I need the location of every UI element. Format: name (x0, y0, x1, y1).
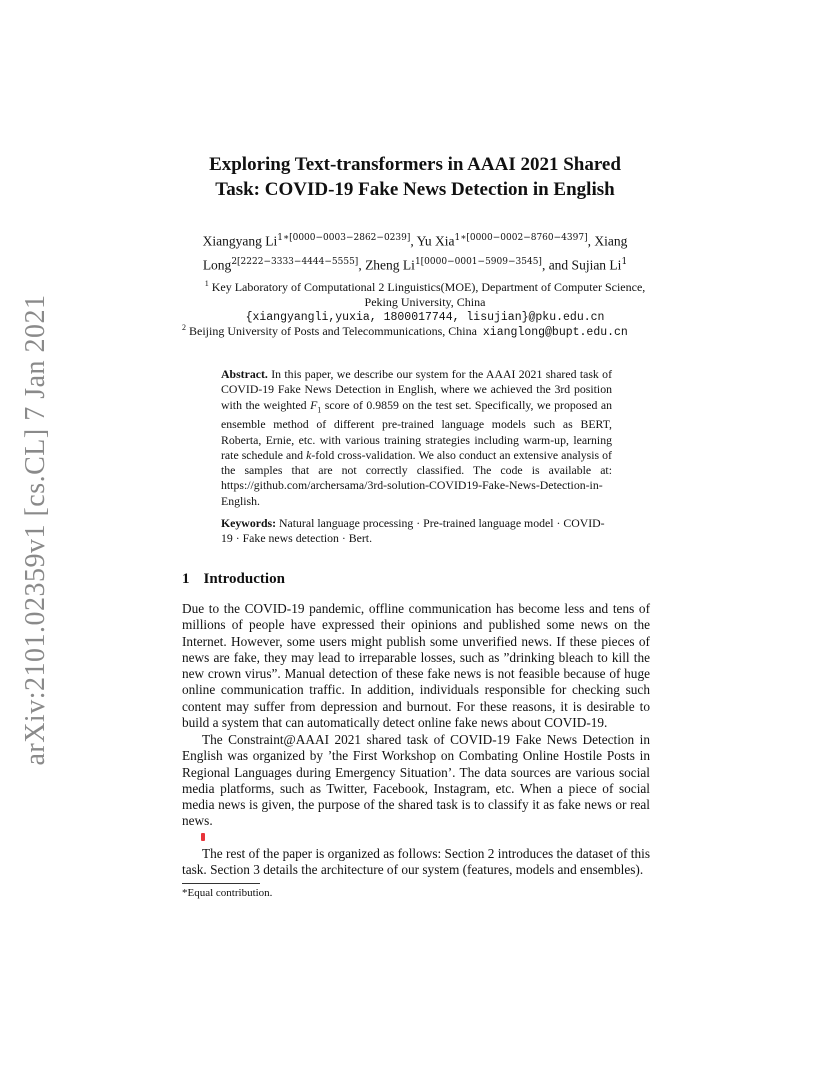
affiliation-1-line-2: Peking University, China (364, 295, 486, 309)
paper-title (150, 152, 680, 202)
affiliation-2-email: xianglong@bupt.edu.cn (482, 326, 628, 339)
title-line-2: Task: COVID-19 Fake News Detection in English (215, 179, 615, 200)
author-4-sup: 1[0000−0001−5909−3545] (414, 256, 542, 267)
author-2-sup: 1∗[0000−0002−8760−4397] (454, 233, 588, 243)
paragraph-2: The Constraint@AAAI 2021 shared task of COVID-19 Fake News Detection in English was organized by ’the First Workshop on Combating Online Hostile Posts in Regional Languages during Emergency Situation’. The data sources are various social media platforms, such as Twitter, Facebook, Instagram, etc. When a piece of social media news is given, the purpose of the shared task is to classify it as fake news or real news. (182, 732, 650, 829)
keywords (221, 516, 612, 547)
author-3-first: Xiang (594, 233, 628, 249)
author-5-sup: 1 (621, 256, 628, 267)
abstract-text-3: -fold cross-validation. We also conduct an extensive analysis of the samples that are not correctly classified. The code is available at: https://github.com/archersama/3rd-solution-COVID19-Fake-News-Detection-in-English. (221, 447, 612, 508)
keywords-text: Natural language processing · Pre-trained language model · COVID-19 · Fake news detection · Bert. (221, 516, 605, 546)
abstract-k: k (306, 447, 312, 462)
affiliation-1-emails: {xiangyangli,yuxia, 1800017744, lisujian}@pku.edu.cn (245, 311, 605, 324)
section-heading (182, 571, 285, 588)
abstract-text-2: score of 0.9859 on the test set. Specifically, we proposed an ensemble method of different pre-trained language models such as BERT, Roberta, Ernie, etc. with various training strategies including warm-up, learning rate schedule and (221, 397, 612, 462)
author-2: Yu Xia (416, 233, 455, 249)
affiliation-1-line-1: Key Laboratory of Computational 2 Linguistics(MOE), Department of Computer Science, (211, 280, 646, 294)
author-4: Zheng Li (365, 257, 415, 272)
keywords-label: Keywords: (221, 516, 277, 530)
affiliation-1 (175, 276, 675, 325)
affiliation-2 (182, 320, 662, 340)
affiliation-1-number: 1 (204, 279, 209, 288)
abstract-label: Abstract. (221, 367, 268, 381)
author-3-last: Long (202, 257, 232, 272)
author-3-sup: 2[2222−3333−4444−5555] (231, 256, 359, 267)
section-number: 1 (182, 571, 190, 587)
footnote-rule (182, 883, 260, 884)
abstract-f1-sub: 1 (317, 404, 322, 414)
author-list: Xiangyang $Li^{1∗[0000-0003-2862-0239]}$, Yu Xia$^{1∗[0000-0002-8760-4397]}$, Xiang Long$^{2[2222-3333-4444-5555]}$, Zheng $Li^{1[0000-0001-5909-3545]}$, and Sujian Li$^1$ (202, 233, 628, 272)
arxiv-stamp-text: arXiv:2101.02359v1 [cs.CL] 7 Jan 2021 (20, 294, 51, 766)
affiliation-2-text: Beijing University of Posts and Telecommunications, China (189, 324, 477, 338)
section-title: Introduction (203, 571, 285, 587)
arxiv-stamp (14, 294, 58, 766)
author-1-sup: 1∗[0000−0003−2862−0239] (277, 233, 411, 243)
abstract-f1: F (310, 397, 318, 412)
paragraph-3: The rest of the paper is organized as follows: Section 2 introduces the dataset of this task. Section 3 details the architecture of our system (features, models and ensembles). (182, 846, 650, 878)
affiliation-2-number: 2 (182, 323, 186, 332)
abstract (221, 367, 612, 509)
footnote: *Equal contribution. (182, 887, 273, 899)
author-1: Xiangyang Li (202, 233, 278, 249)
title-line-1: Exploring Text-transformers in AAAI 2021 Shared (209, 154, 621, 175)
paragraph-1: Due to the COVID-19 pandemic, offline communication has become less and tens of millions of people have expressed their opinions and published some news on the Internet. However, some users might publish some unverified news. If these pieces of news are fake, they may lead to irreparable losses, such as ”drinking bleach to kill the new crown virus”. Manual detection of these fake news is not feasible because of huge online communication traffic. In addition, individuals responsible for checking such content may suffer from depression and burnout. For these reasons, it is desirable to build a system that can automatically detect online fake news about COVID-19. (182, 601, 650, 731)
author-5: and Sujian Li (548, 257, 622, 272)
abstract-text-1: In this paper, we describe our system for the AAAI 2021 shared task of COVID-19 Fake News Detection in English, where we achieved the 3rd position with the weighted (221, 367, 613, 412)
red-marker (201, 833, 205, 841)
